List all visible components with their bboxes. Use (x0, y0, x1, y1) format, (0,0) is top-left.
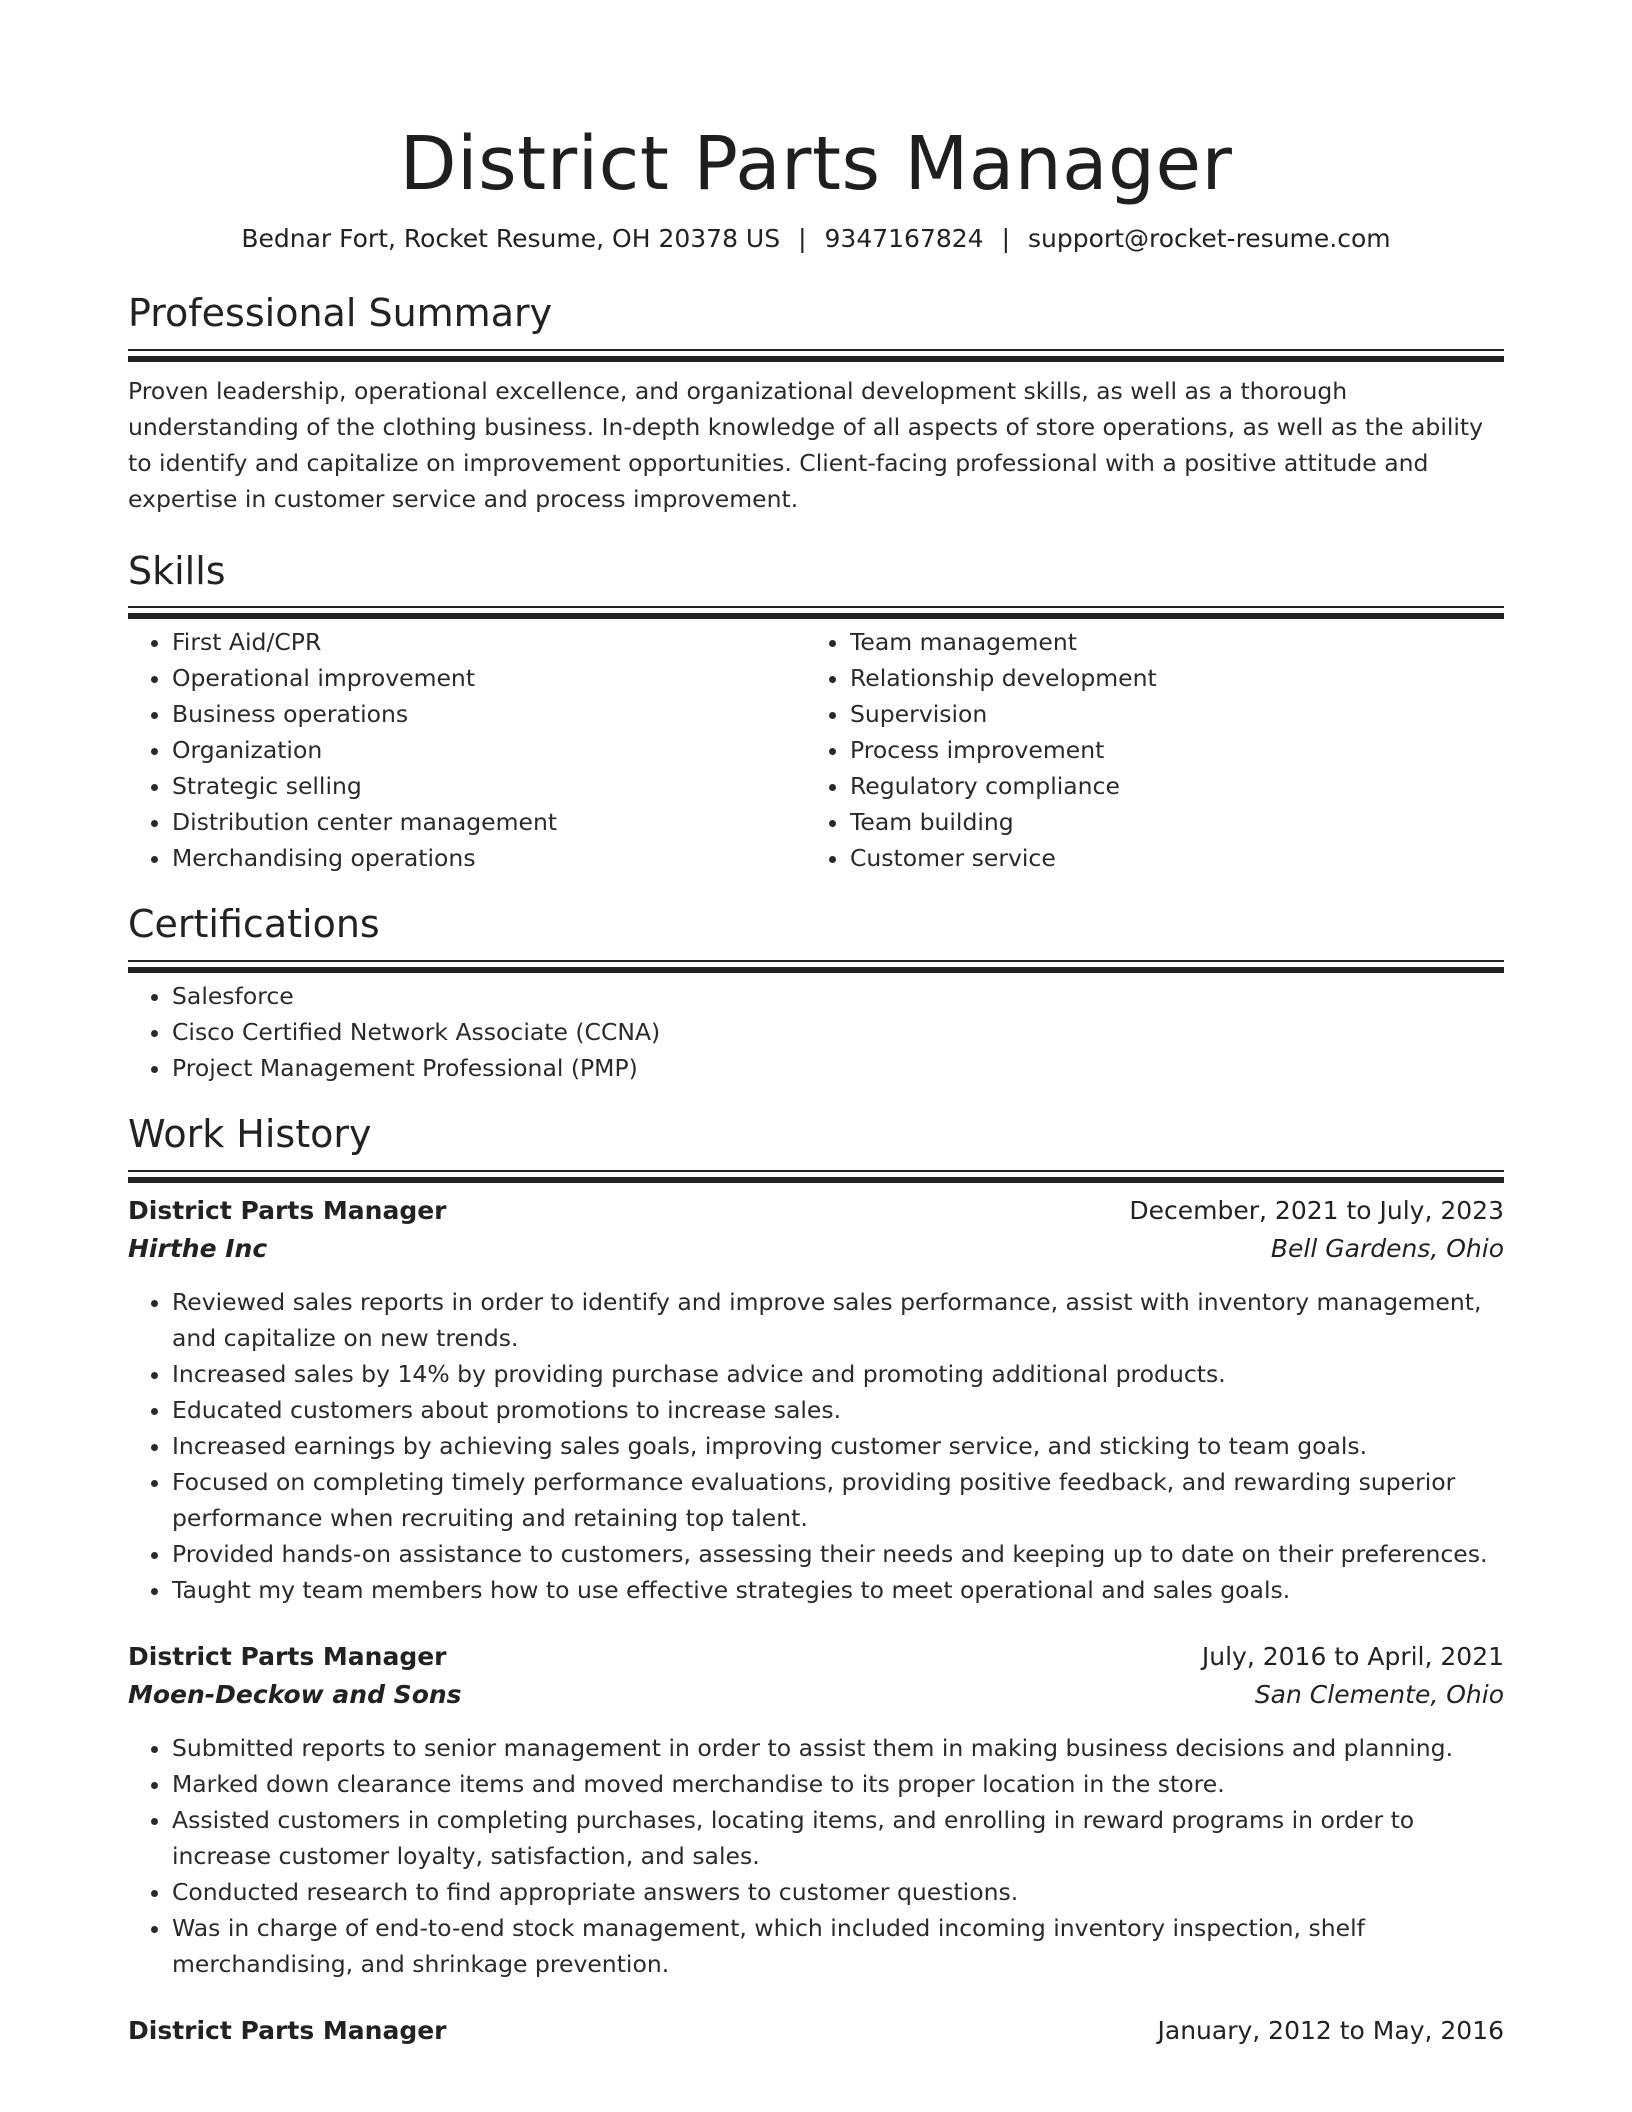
section-title-summary: Professional Summary (128, 291, 553, 336)
certification-item: • Cisco Certified Network Associate (CCNA) (172, 1014, 1504, 1050)
job-bullet: • Marked down clearance items and moved merchandise to its proper location in the store. (172, 1766, 1504, 1802)
job-bullet: • Focused on completing timely performance evaluations, providing positive feedback, and rewarding superior performance when recruiting and retaining top talent. (172, 1464, 1504, 1536)
job-bullet: • Provided hands-on assistance to customers, assessing their needs and keeping up to date on their preferences. (172, 1536, 1504, 1572)
job-bullet: • Submitted reports to senior management in order to assist them in making business decisions and planning. (172, 1730, 1504, 1766)
section-title-work-history: Work History (128, 1112, 372, 1157)
skills-list-left (128, 624, 806, 876)
job-dates: December, 2021 to July, 2023 (1129, 1195, 1504, 1225)
contact-address: Bednar Fort, Rocket Resume, OH 20378 US (241, 223, 781, 253)
job-dates: January, 2012 to May, 2016 (1157, 2015, 1504, 2045)
skill-item: • Organization (172, 732, 806, 768)
job-title: District Parts Manager (128, 2015, 447, 2045)
certification-item: • Salesforce (172, 978, 1504, 1014)
skill-item: • Team building (850, 804, 1484, 840)
section-title-skills: Skills (128, 548, 226, 593)
resume-name: District Parts Manager (399, 121, 1233, 207)
job-header (128, 1192, 1504, 1230)
job-title: District Parts Manager (128, 1641, 447, 1671)
job-company: Hirthe Inc (128, 1233, 268, 1263)
section-divider (128, 349, 1504, 351)
skill-item: • Team management (850, 624, 1484, 660)
contact-separator: | (1001, 223, 1011, 253)
summary-section (128, 291, 1504, 517)
job-title: District Parts Manager (128, 1195, 447, 1225)
certification-item: • Project Management Professional (PMP) (172, 1050, 1504, 1086)
skill-item: • Merchandising operations (172, 840, 806, 876)
skill-item: • Process improvement (850, 732, 1484, 768)
job-location: San Clemente, Ohio (1254, 1679, 1504, 1709)
job-subheader (128, 1676, 1504, 1714)
contact-separator: | (798, 223, 807, 253)
skill-item: • Distribution center management (172, 804, 806, 840)
skill-item: • Business operations (172, 696, 806, 732)
job-dates: July, 2016 to April, 2021 (1201, 1641, 1504, 1671)
job-bullets (128, 1730, 1504, 1982)
job-header (128, 1638, 1504, 1676)
job-bullet: • Educated customers about promotions to increase sales. (172, 1392, 1504, 1428)
skill-item: • Strategic selling (172, 768, 806, 804)
job-bullet: • Taught my team members how to use effective strategies to meet operational and sales goals. (172, 1572, 1504, 1608)
job-bullet: • Increased earnings by achieving sales goals, improving customer service, and sticking to team goals. (172, 1428, 1504, 1464)
job-subheader (128, 1230, 1504, 1268)
certifications-list (128, 978, 1504, 1086)
job-header (128, 2012, 1504, 2050)
resume-page (128, 0, 1504, 2050)
skills-grid (128, 624, 1504, 876)
work-history-section (128, 1112, 1504, 2050)
contact-email: support@rocket-resume.com (1028, 223, 1391, 253)
skill-item: • Regulatory compliance (850, 768, 1484, 804)
job-bullet: • Increased sales by 14% by providing purchase advice and promoting additional products. (172, 1356, 1504, 1392)
section-divider (128, 1170, 1504, 1172)
job-entry (128, 1192, 1504, 1608)
skill-item: • Supervision (850, 696, 1484, 732)
job-location: Bell Gardens, Ohio (1270, 1233, 1504, 1263)
section-divider (128, 606, 1504, 608)
job-bullet: • Assisted customers in completing purchases, locating items, and enrolling in reward programs in order to increase customer loyalty, satisfaction, and sales. (172, 1802, 1504, 1874)
certifications-section (128, 902, 1504, 1086)
job-entry (128, 1638, 1504, 1982)
job-bullet: • Reviewed sales reports in order to identify and improve sales performance, assist with inventory management, and capitalize on new trends. (172, 1284, 1504, 1356)
job-entry (128, 2012, 1504, 2050)
skills-list-right (806, 624, 1484, 876)
section-divider (128, 960, 1504, 962)
contact-line (128, 223, 1504, 256)
skill-item: • Customer service (850, 840, 1484, 876)
section-title-certifications: Certifications (128, 902, 380, 947)
summary-text: Proven leadership, operational excellence, and organizational development skills, as well as a thorough understanding of the clothing business. In-depth knowledge of all aspects of store operations, as well as the ability to identify and capitalize on improvement opportunities. Client-facing professional with a positive attitude and expertise in customer service and process improvement. (128, 376, 1484, 513)
skills-section (128, 549, 1504, 877)
skill-item: • First Aid/CPR (172, 624, 806, 660)
skill-item: • Operational improvement (172, 660, 806, 696)
job-company: Moen-Deckow and Sons (128, 1679, 462, 1709)
contact-phone: 9347167824 (824, 223, 984, 253)
job-bullets (128, 1284, 1504, 1608)
job-bullet: • Conducted research to find appropriate answers to customer questions. (172, 1874, 1504, 1910)
skill-item: • Relationship development (850, 660, 1484, 696)
job-bullet: • Was in charge of end-to-end stock management, which included incoming inventory inspection, shelf merchandising, and shrinkage prevention. (172, 1910, 1504, 1982)
